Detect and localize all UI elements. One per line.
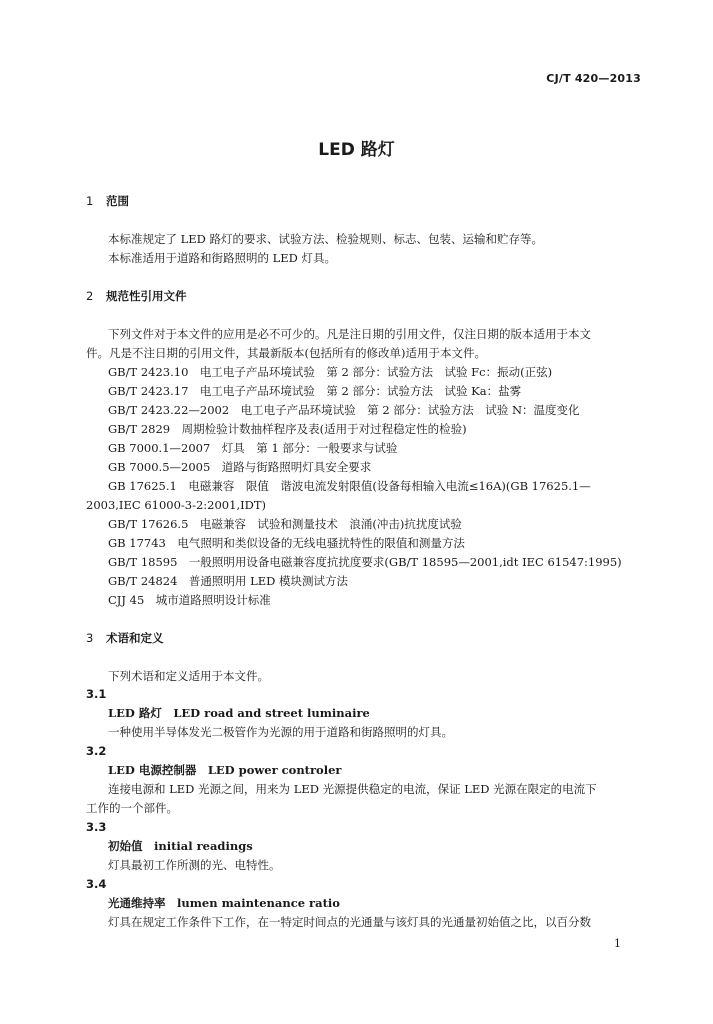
term-number: 3.3 [86,820,107,834]
term-number: 3.4 [86,877,107,891]
section-number: 1 [86,194,94,208]
term-heading: LED 路灯 LED road and street luminaire [108,706,370,720]
reference-item-continuation: 2003,IEC 61000-3-2:2001,IDT) [86,498,267,512]
section-1-heading [86,194,129,209]
paragraph: 下列术语和定义适用于本文件。 [108,669,269,683]
term-definition: 一种使用半导体发光二极管作为光源的用于道路和街路照明的灯具。 [108,725,453,739]
reference-item: CJJ 45 城市道路照明设计标准 [108,593,271,607]
reference-item: GB/T 2423.10 电工电子产品环境试验 第 2 部分：试验方法 试验 Fc：振动(正弦) [108,365,553,379]
term-number: 3.2 [86,744,107,758]
term-definition: 灯具在规定工作条件下工作，在一特定时间点的光通量与该灯具的光通量初始值之比，以百分数 [108,915,591,929]
reference-item: GB/T 18595 一般照明用设备电磁兼容度抗扰度要求(GB/T 18595—2001,idt IEC 61547:1995) [108,555,622,569]
term-heading: 初始值 initial readings [108,839,253,853]
term-number: 3.1 [86,687,107,701]
section-number: 3 [86,631,94,645]
section-2-heading [86,289,187,304]
reference-item: GB 17743 电气照明和类似设备的无线电骚扰特性的限值和测量方法 [108,536,465,550]
reference-item: GB/T 17626.5 电磁兼容 试验和测量技术 浪涌(冲击)抗扰度试验 [108,517,462,531]
term-heading: LED 电源控制器 LED power controler [108,763,342,777]
section-number: 2 [86,289,94,303]
term-heading: 光通维持率 lumen maintenance ratio [108,896,340,910]
paragraph: 本标准规定了 LED 路灯的要求、试验方法、检验规则、标志、包装、运输和贮存等。 [108,232,544,246]
paragraph: 本标准适用于道路和街路照明的 LED 灯具。 [108,251,337,265]
section-title: 术语和定义 [106,631,164,645]
section-title: 范围 [106,194,129,208]
term-definition-continuation: 工作的一个部件。 [86,801,178,815]
reference-item: GB/T 24824 普通照明用 LED 模块测试方法 [108,574,348,588]
reference-item: GB 7000.1—2007 灯具 第 1 部分：一般要求与试验 [108,441,398,455]
paragraph: 下列文件对于本文件的应用是必不可少的。凡是注日期的引用文件，仅注日期的版本适用于本文 [108,327,591,341]
term-definition: 灯具最初工作所测的光、电特性。 [108,858,281,872]
reference-item: GB/T 2423.22—2002 电工电子产品环境试验 第 2 部分：试验方法 试验 N：温度变化 [108,403,580,417]
reference-item: GB 7000.5—2005 道路与街路照明灯具安全要求 [108,460,372,474]
page-number: 1 [614,937,621,950]
paragraph-continuation: 件。凡是不注日期的引用文件，其最新版本(包括所有的修改单)适用于本文件。 [86,346,486,360]
reference-item: GB 17625.1 电磁兼容 限值 谐波电流发射限值(设备每相输入电流≤16A)(GB 17625.1— [108,479,591,493]
reference-item: GB/T 2423.17 电工电子产品环境试验 第 2 部分：试验方法 试验 Ka：盐雾 [108,384,522,398]
standard-code: CJ/T 420—2013 [546,72,641,85]
section-title: 规范性引用文件 [106,289,187,303]
section-3-heading [86,631,164,646]
document-title: LED 路灯 [318,140,395,160]
reference-item: GB/T 2829 周期检验计数抽样程序及表(适用于对过程稳定性的检验) [108,422,467,436]
term-definition: 连接电源和 LED 光源之间，用来为 LED 光源提供稳定的电流，保证 LED 光源在限定的电流下 [108,782,597,796]
